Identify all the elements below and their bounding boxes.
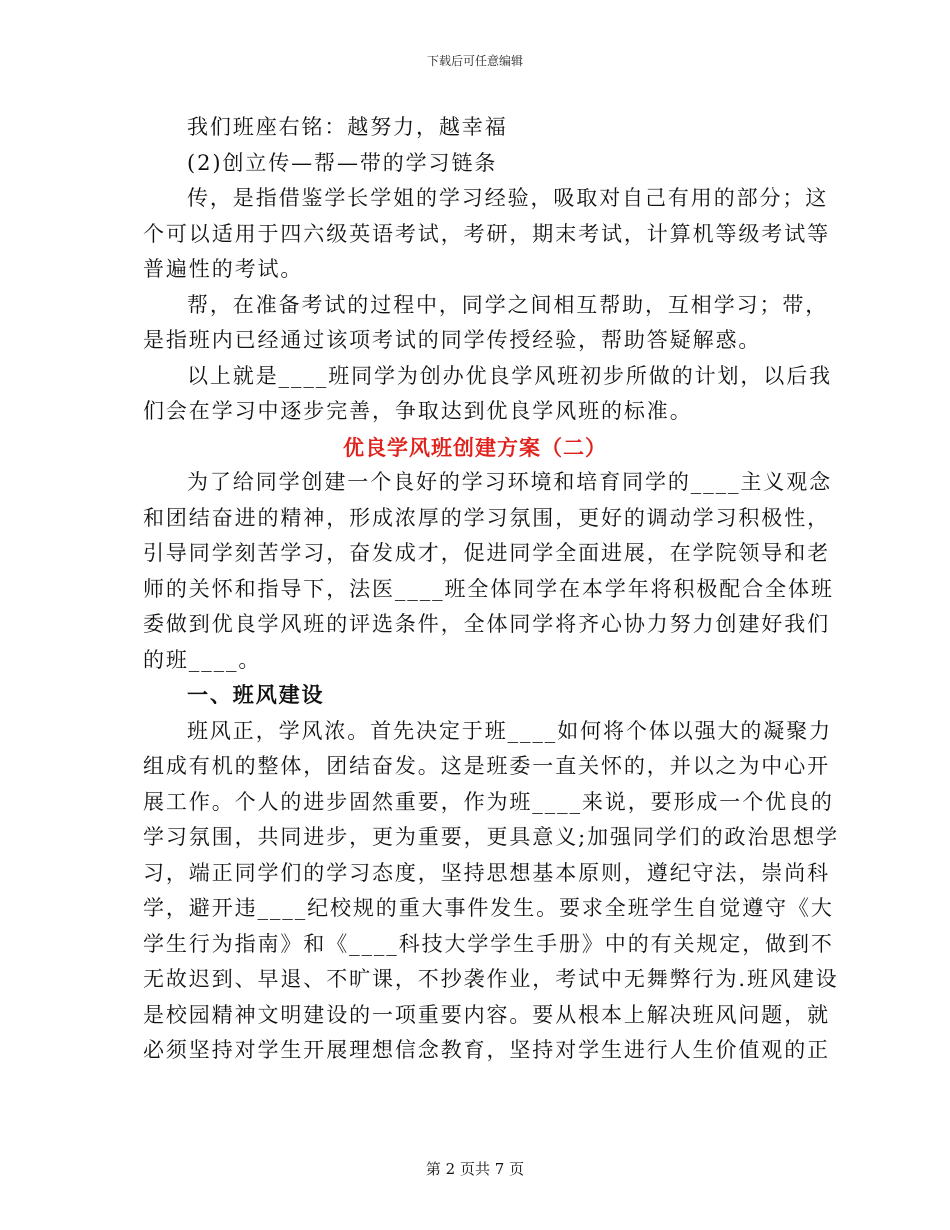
text-line: 习，端正同学们的学习态度，坚持思想基本原则，遵纪守法，崇尚科 <box>143 860 830 885</box>
text-line: 传，是指借鉴学长学姐的学习经验，吸取对自己有用的部分；这 <box>187 186 829 210</box>
text-line: 班风正，学风浓。首先决定于班____如何将个体以强大的凝聚力 <box>187 718 832 743</box>
text-line: 是校园精神文明建设的一项重要内容。要从根本上解决班风问题，就 <box>143 1002 830 1027</box>
text-line: 和团结奋进的精神，形成浓厚的学习氛围，更好的调动学习积极性， <box>143 505 830 530</box>
document-body <box>143 110 839 1069</box>
text-line: 是指班内已经通过该项考试的同学传授经验，帮助答疑解惑。 <box>143 328 762 352</box>
text-line: 的班____。 <box>143 647 262 672</box>
text-line: 委做到优良学风班的评选条件，全体同学将齐心协力努力创建好我们 <box>143 612 830 636</box>
page-header: 下载后可任意编辑 <box>426 54 523 68</box>
text-line: 展工作。个人的进步固然重要，作为班____来说，要形成一个优良的 <box>143 789 834 814</box>
text-line: 无故迟到、早退、不旷课，不抄袭作业，考试中无舞弊行为.班风建设 <box>143 967 839 991</box>
text-line: 我们班座右铭：越努力，越幸福 <box>187 115 508 139</box>
text-line: (2)创立传—帮—带的学习链条 <box>187 150 498 175</box>
text-line: 普遍性的考试。 <box>143 257 304 281</box>
page-footer: 第 2 页共 7 页 <box>425 1160 525 1178</box>
text-line: 个可以适用于四六级英语考试，考研，期末考试，计算机等级考试等 <box>143 221 830 246</box>
text-line: 引导同学刻苦学习，奋发成才，促进同学全面进展，在学院领导和老 <box>143 541 830 565</box>
text-line: 们会在学习中逐步完善，争取达到优良学风班的标准。 <box>143 399 693 423</box>
text-line: 学生行为指南》和《____科技大学学生手册》中的有关规定，做到不 <box>143 931 834 956</box>
text-line: 为了给同学创建一个良好的学习环境和培育同学的____主义观念 <box>187 470 832 494</box>
text-line: 学，避开违____纪校规的重大事件发生。要求全班学生自觉遵守《大 <box>143 896 834 920</box>
text-line: 以上就是____班同学为创办优良学风班初步所做的计划，以后我 <box>187 363 832 388</box>
text-line: 帮，在准备考试的过程中，同学之间相互帮助，互相学习；带， <box>187 292 829 317</box>
text-line: 组成有机的整体，团结奋发。这是班委一直关怀的，并以之为中心开 <box>143 754 830 778</box>
text-line: 师的关怀和指导下，法医____班全体同学在本学年将积极配合全体班 <box>143 576 834 601</box>
text-line: 学习氛围，共同进步，更为重要，更具意义;加强同学们的政治思想学 <box>143 825 839 849</box>
text-line: 必须坚持对学生开展理想信念教育，坚持对学生进行人生价值观的正 <box>143 1038 830 1062</box>
section-heading: 一、班风建设 <box>187 683 325 707</box>
section-title: 优良学风班创建方案（二） <box>343 434 607 460</box>
